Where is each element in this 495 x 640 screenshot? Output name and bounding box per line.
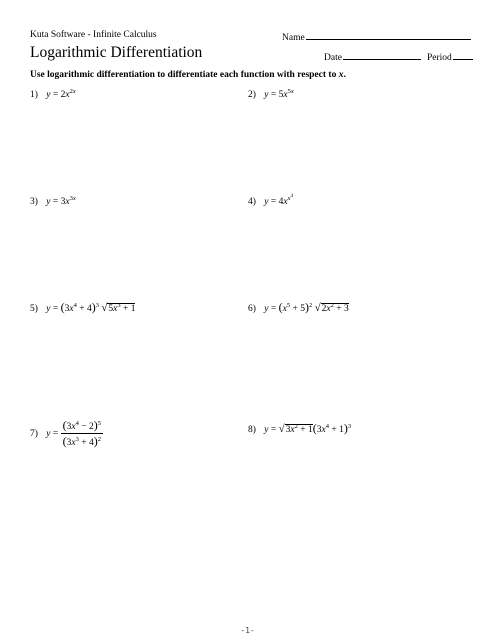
problem-5: 5) $y = (3x^4 + 4)^3$ $√5x^3 + 1$ (30, 300, 136, 314)
period-line (453, 50, 473, 60)
date-period-field (324, 50, 473, 63)
problem-1: 1) $y = 2x^{2x}$ (30, 88, 76, 100)
problem-number: 5) (30, 304, 38, 314)
problem-6: 6) $y = (x^5 + 5)^2$ $√2x^2 + 3$ (248, 300, 349, 314)
period-label: Period (426, 53, 452, 63)
problem-number: 7) (30, 428, 38, 439)
problem-number: 8) (248, 425, 256, 435)
problem-3: 3) $y = 3x^{3x}$ (30, 195, 76, 207)
problem-4: 4) $y = 4x^{x^4}$ (248, 194, 293, 207)
problem-number: 3) (30, 197, 38, 207)
problem-8: 8) $y = √3x^2 + 1(3x^4 + 1)^3$ (248, 421, 352, 435)
problem-number: 2) (248, 90, 256, 100)
page-number: -1- (240, 626, 255, 635)
name-label: Name (282, 33, 305, 43)
problem-number: 4) (248, 197, 256, 207)
publisher-label: Kuta Software - Infinite Calculus (30, 30, 157, 40)
date-label: Date (324, 53, 342, 63)
instructions: Use logarithmic differentiation to differentiate each function with respect to x. (30, 70, 346, 80)
problem-number: 1) (30, 90, 38, 100)
worksheet-title: Logarithmic Differentiation (30, 44, 203, 61)
problem-7: 7) y = $\frac{(3x^4 - 2)^5}{(3x^3 + 4)^2}$ (30, 418, 101, 448)
problem-2: 2) $y = 5x^{5x}$ (248, 88, 294, 100)
name-line (306, 30, 471, 40)
fraction: $\frac{(3x^4 - 2)^5}{(3x^3 + 4)^2}$ (62, 418, 101, 448)
name-field (282, 30, 471, 43)
date-line (343, 50, 421, 60)
problem-number: 6) (248, 304, 256, 314)
